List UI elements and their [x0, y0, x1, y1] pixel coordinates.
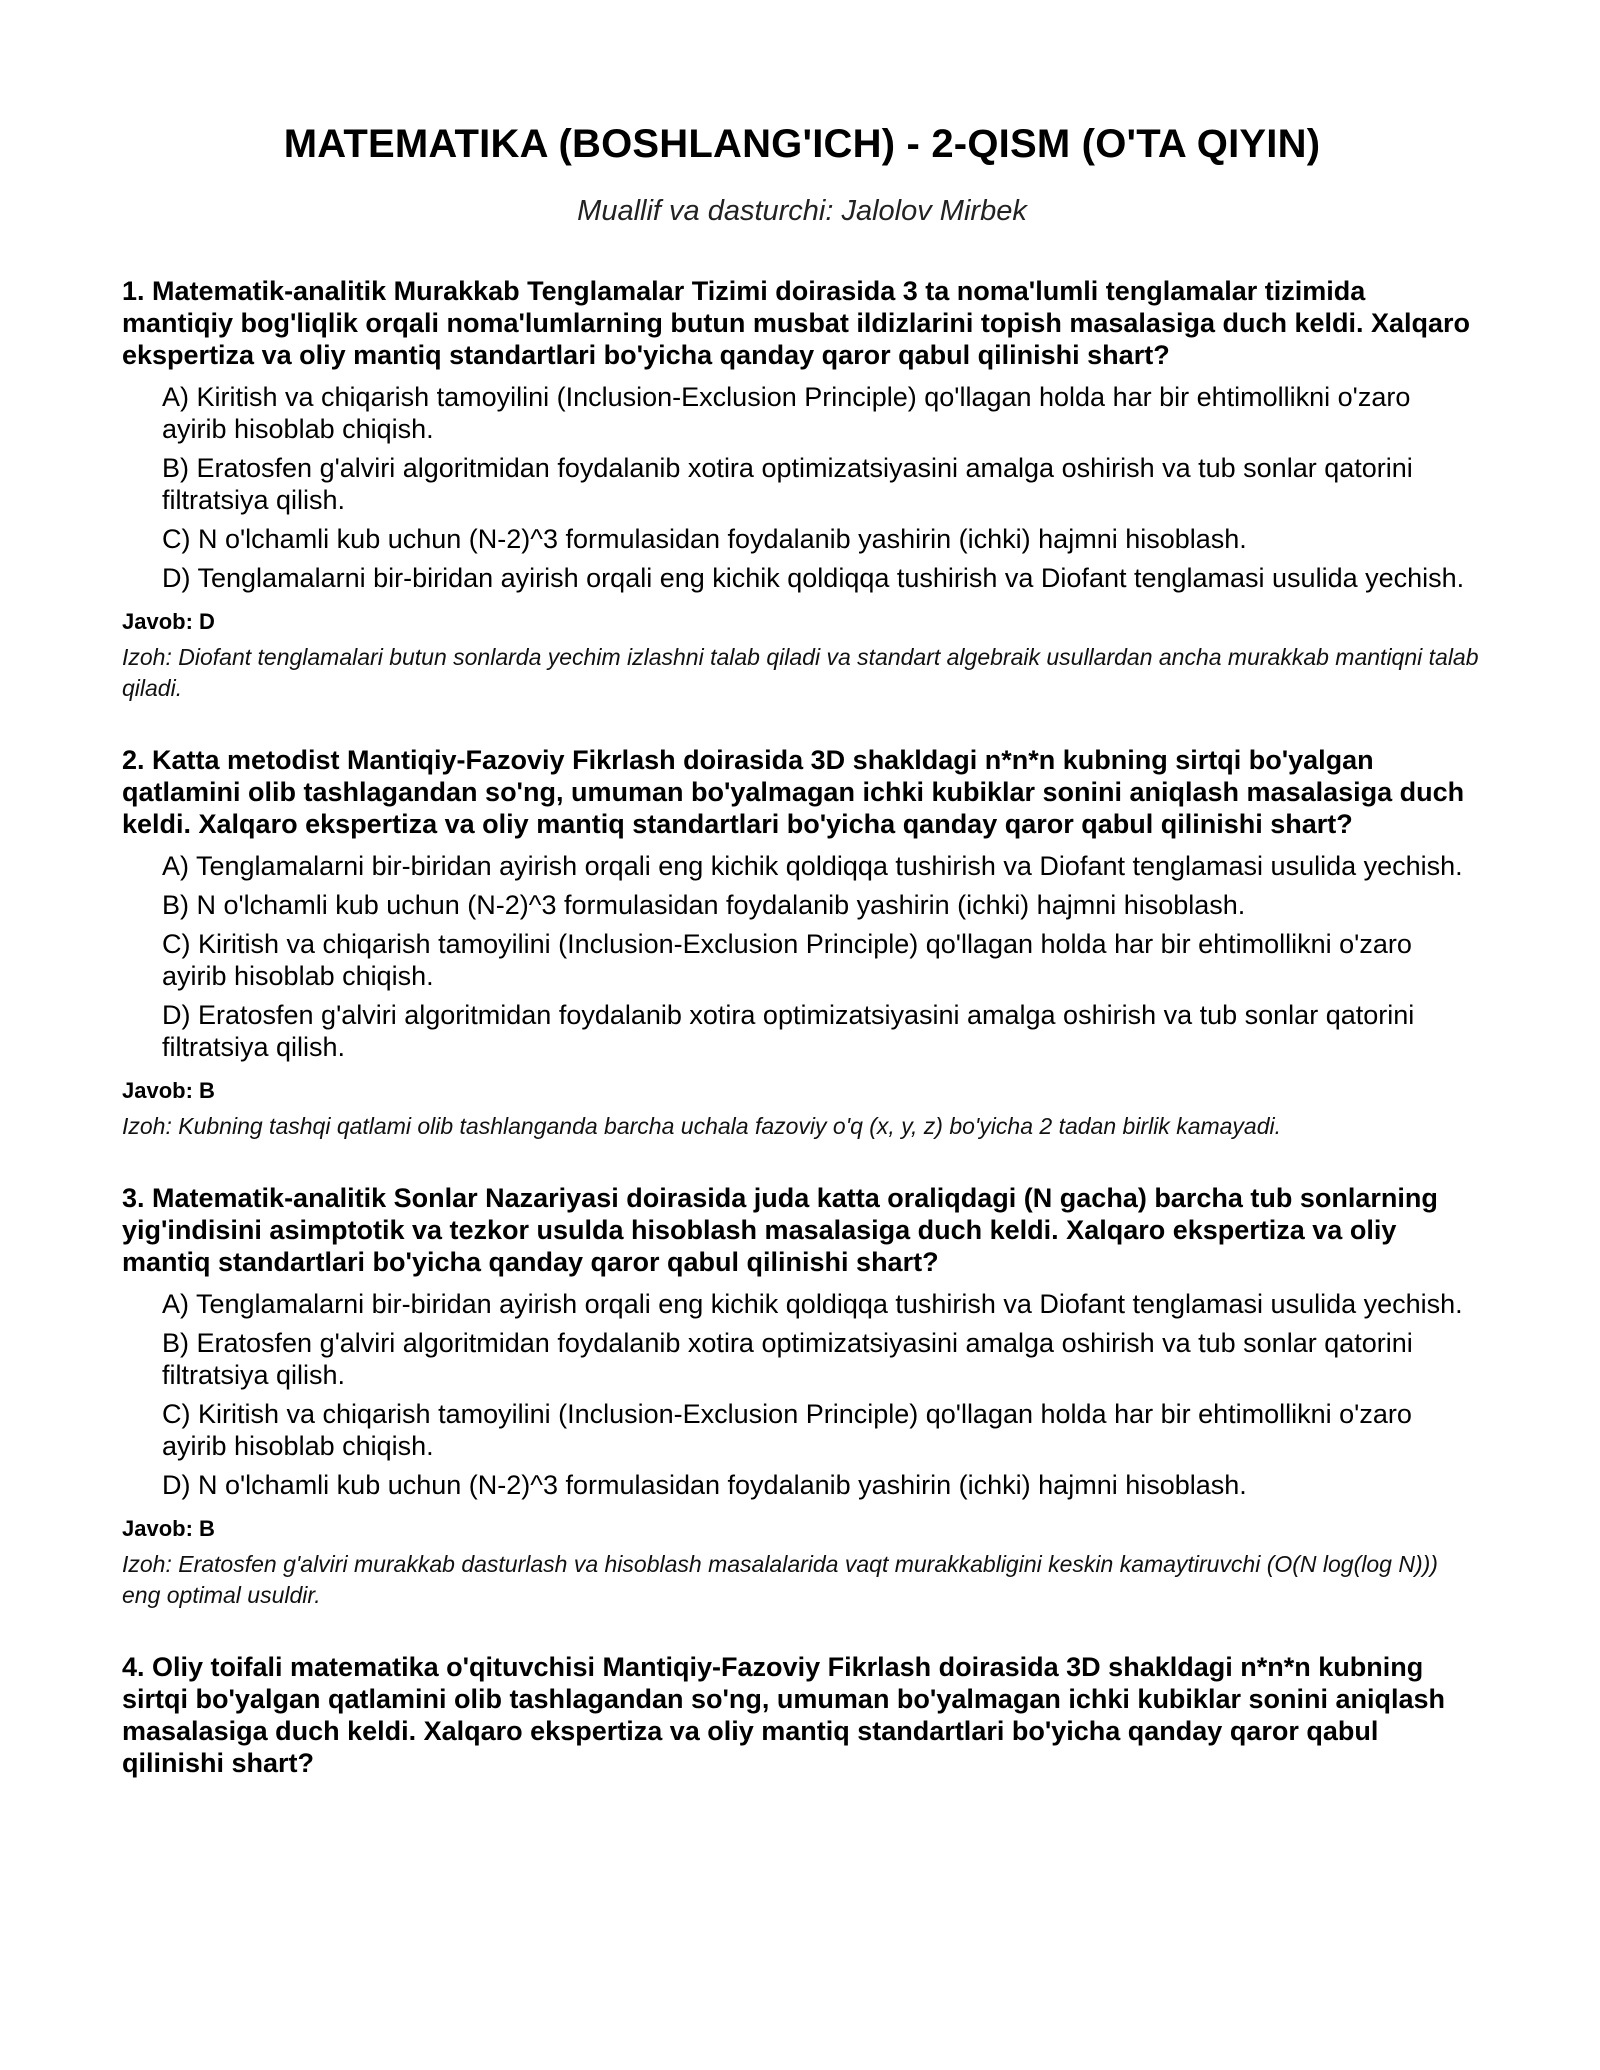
question-list	[122, 275, 1482, 1779]
option-a: A) Tenglamalarni bir-biridan ayirish orqali eng kichik qoldiqqa tushirish va Diofant tenglamasi usulida yechish.	[162, 851, 1463, 881]
option-a: A) Tenglamalarni bir-biridan ayirish orqali eng kichik qoldiqqa tushirish va Diofant tenglamasi usulida yechish.	[162, 1289, 1463, 1319]
document-title: MATEMATIKA (BOSHLANG'ICH) - 2-QISM (O'TA QIYIN)	[283, 122, 1321, 166]
question-2	[122, 744, 1482, 1142]
option-b: B) Eratosfen g'alviri algoritmidan foydalanib xotira optimizatsiyasini amalga oshirish va tub sonlar qatorini filtratsiya qilish.	[162, 453, 1413, 515]
question-text: 1. Matematik-analitik Murakkab Tenglamalar Tizimi doirasida 3 ta noma'lumli tenglamalar tizimida mantiqiy bog'liqlik orqali noma'lumlarning butun musbat ildizlarini topish masalasiga duch keldi. Xalqaro ekspertiza va oliy mantiq standartlari bo'yicha qanday qaror qabul qilinishi shart?	[122, 276, 1471, 370]
question-1	[122, 275, 1482, 704]
document-subtitle: Muallif va dasturchi: Jalolov Mirbek	[577, 195, 1027, 227]
option-b: B) Eratosfen g'alviri algoritmidan foydalanib xotira optimizatsiyasini amalga oshirish va tub sonlar qatorini filtratsiya qilish.	[162, 1328, 1413, 1390]
answer: Javob: B	[122, 1078, 215, 1103]
document-page	[122, 120, 1482, 1819]
option-c: C) Kiritish va chiqarish tamoyilini (Inclusion-Exclusion Principle) qo'llagan holda har bir ehtimollikni o'zaro ayirib hisoblab chiqish.	[162, 929, 1412, 991]
question-text: 4. Oliy toifali matematika o'qituvchisi Mantiqiy-Fazoviy Fikrlash doirasida 3D shakldagi n*n*n kubning sirtqi bo'yalgan qatlamini olib tashlagandan so'ng, umuman bo'yalmagan ichki kubiklar sonini aniqlash masalasiga duch keldi. Xalqaro ekspertiza va oliy mantiq standartlari bo'yicha qanday qaror qabul qilinishi shart?	[122, 1652, 1445, 1778]
explanation: Izoh: Kubning tashqi qatlami olib tashlanganda barcha uchala fazoviy o'q (x, y, z) bo'yicha 2 tadan birlik kamayadi.	[122, 1113, 1282, 1139]
explanation: Izoh: Eratosfen g'alviri murakkab dasturlash va hisoblash masalalarida vaqt murakkabligini keskin kamaytiruvchi (O(N log(log N))) eng optimal usuldir.	[122, 1551, 1438, 1608]
question-text: 2. Katta metodist Mantiqiy-Fazoviy Fikrlash doirasida 3D shakldagi n*n*n kubning sirtqi bo'yalgan qatlamini olib tashlagandan so'ng, umuman bo'yalmagan ichki kubiklar sonini aniqlash masalasiga duch keldi. Xalqaro ekspertiza va oliy mantiq standartlari bo'yicha qanday qaror qabul qilinishi shart?	[122, 745, 1465, 839]
question-text: 3. Matematik-analitik Sonlar Nazariyasi doirasida juda katta oraliqdagi (N gacha) barcha tub sonlarning yig'indisini asimptotik va tezkor usulda hisoblash masalasiga duch keldi. Xalqaro ekspertiza va oliy mantiq standartlari bo'yicha qanday qaror qabul qilinishi shart?	[122, 1183, 1438, 1277]
option-d: D) Eratosfen g'alviri algoritmidan foydalanib xotira optimizatsiyasini amalga oshirish va tub sonlar qatorini filtratsiya qilish.	[162, 1000, 1415, 1062]
option-d: D) N o'lchamli kub uchun (N-2)^3 formulasidan foydalanib yashirin (ichki) hajmni hisoblash.	[162, 1470, 1247, 1500]
option-list	[162, 381, 1482, 594]
option-c: C) N o'lchamli kub uchun (N-2)^3 formulasidan foydalanib yashirin (ichki) hajmni hisoblash.	[162, 524, 1247, 554]
option-b: B) N o'lchamli kub uchun (N-2)^3 formulasidan foydalanib yashirin (ichki) hajmni hisoblash.	[162, 890, 1246, 920]
answer: Javob: B	[122, 1516, 215, 1541]
question-4	[122, 1651, 1482, 1779]
explanation: Izoh: Diofant tenglamalari butun sonlarda yechim izlashni talab qiladi va standart algebraik usullardan ancha murakkab mantiqni talab qiladi.	[122, 644, 1479, 701]
option-list	[162, 850, 1482, 1063]
answer: Javob: D	[122, 609, 215, 634]
question-3	[122, 1182, 1482, 1611]
option-c: C) Kiritish va chiqarish tamoyilini (Inclusion-Exclusion Principle) qo'llagan holda har bir ehtimollikni o'zaro ayirib hisoblab chiqish.	[162, 1399, 1412, 1461]
option-list	[162, 1288, 1482, 1501]
option-d: D) Tenglamalarni bir-biridan ayirish orqali eng kichik qoldiqqa tushirish va Diofant tenglamasi usulida yechish.	[162, 563, 1465, 593]
option-a: A) Kiritish va chiqarish tamoyilini (Inclusion-Exclusion Principle) qo'llagan holda har bir ehtimollikni o'zaro ayirib hisoblab chiqish.	[162, 382, 1411, 444]
